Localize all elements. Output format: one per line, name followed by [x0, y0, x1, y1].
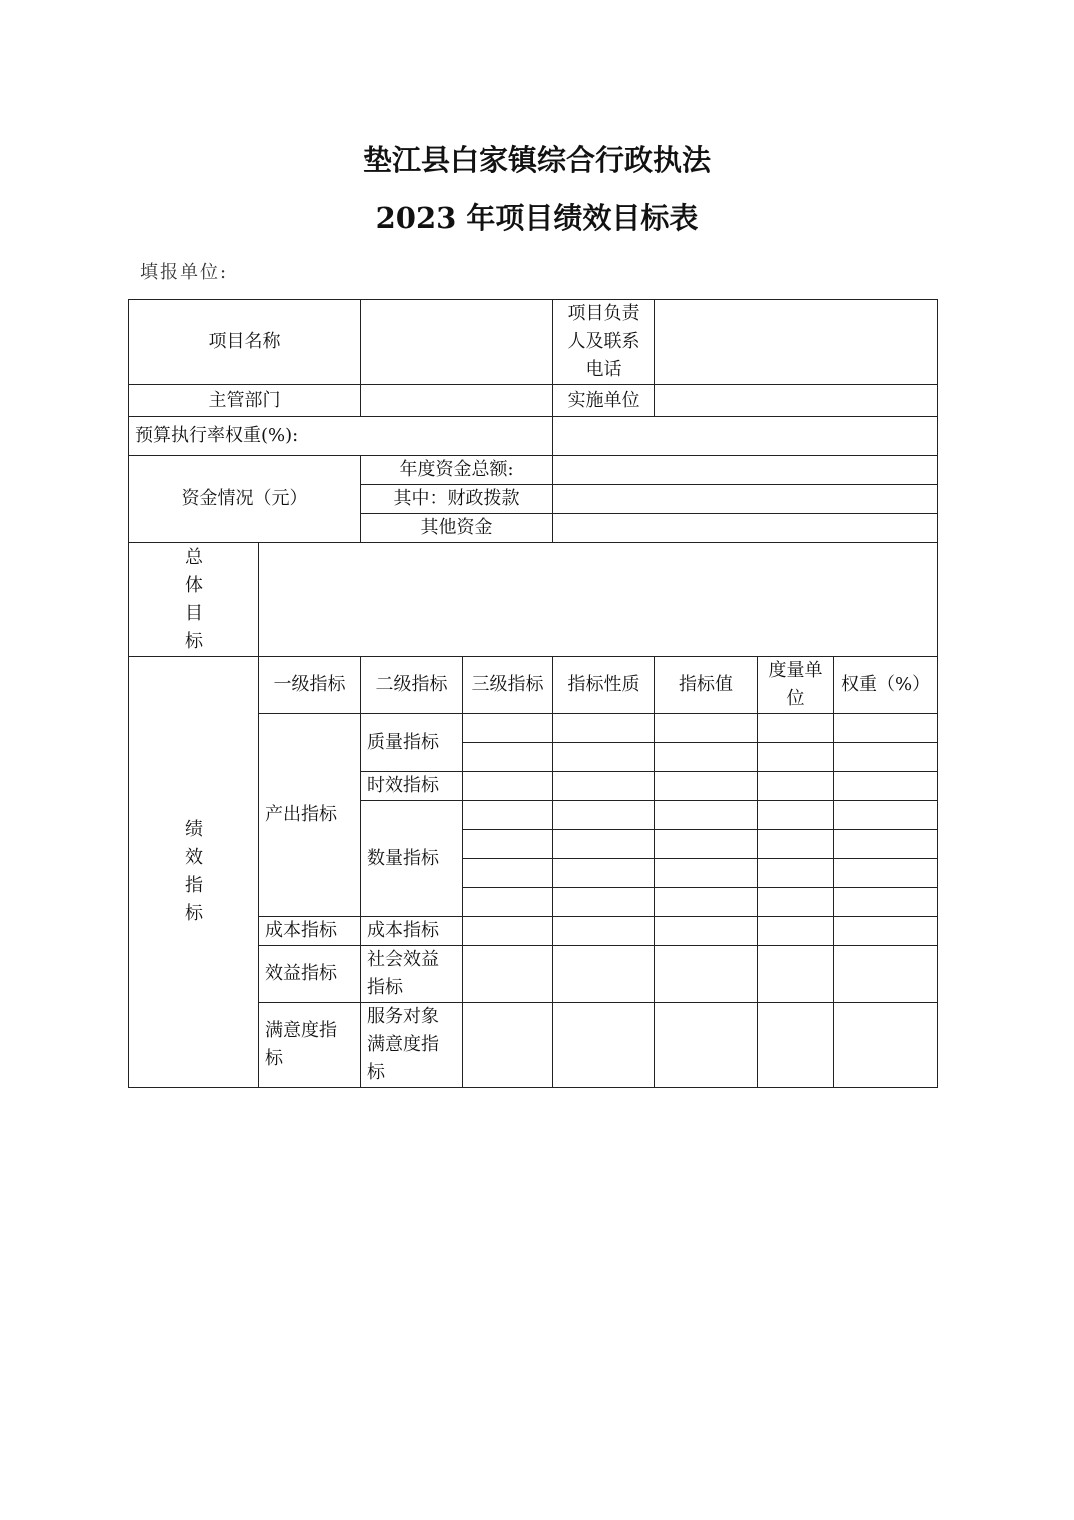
fiscal-value [553, 485, 938, 514]
cost-indicator-l1: 成本指标 [259, 917, 361, 946]
impl-unit-label: 实施单位 [553, 385, 655, 417]
project-leader-value [655, 300, 938, 385]
social-benefit-label: 社会效益指标 [361, 946, 463, 1003]
timeliness-indicator-label: 时效指标 [361, 772, 463, 801]
fill-unit-label: 填报单位: [140, 262, 229, 283]
annual-total-value [553, 456, 938, 485]
quantity-indicator-label: 数量指标 [361, 801, 463, 917]
dept-value [361, 385, 553, 417]
cost-indicator-l2: 成本指标 [361, 917, 463, 946]
benefit-indicator-label: 效益指标 [259, 946, 361, 1003]
header-cell: 指标性质 [553, 657, 655, 714]
performance-target-table [128, 299, 938, 1088]
fiscal-label: 其中：财政拨款 [361, 485, 553, 514]
header-cell: 度量单位 [758, 657, 834, 714]
service-satisfaction-label: 服务对象满意度指标 [361, 1003, 463, 1088]
table-row [129, 657, 938, 714]
table-row [129, 300, 938, 385]
table-row [129, 456, 938, 485]
budget-weight-value [553, 417, 938, 456]
overall-goal-label: 总体目标 [129, 543, 259, 657]
satisfaction-indicator-label: 满意度指标 [259, 1003, 361, 1088]
funds-label: 资金情况（元） [129, 456, 361, 543]
title-line-1: 垫江县白家镇综合行政执法 [362, 143, 711, 177]
perf-indicators-label: 绩效指标 [129, 657, 259, 1088]
header-cell: 权重（%） [834, 657, 938, 714]
header-cell: 三级指标 [463, 657, 553, 714]
project-name-value [361, 300, 553, 385]
header-cell: 二级指标 [361, 657, 463, 714]
table-row [129, 543, 938, 657]
header-cell: 一级指标 [259, 657, 361, 714]
other-funds-label: 其他资金 [361, 514, 553, 543]
impl-unit-value [655, 385, 938, 417]
dept-label: 主管部门 [129, 385, 361, 417]
overall-goal-value [259, 543, 938, 657]
annual-total-label: 年度资金总额: [361, 456, 553, 485]
table-row [129, 385, 938, 417]
header-cell: 指标值 [655, 657, 758, 714]
project-name-label: 项目名称 [129, 300, 361, 385]
title-line-2: 2023 年项目绩效目标表 [375, 201, 699, 235]
output-indicator-label: 产出指标 [259, 714, 361, 917]
quality-indicator-label: 质量指标 [361, 714, 463, 772]
project-leader-label: 项目负责人及联系电话 [553, 300, 655, 385]
budget-weight-label: 预算执行率权重(%): [129, 417, 553, 456]
other-funds-value [553, 514, 938, 543]
table-row [129, 417, 938, 456]
